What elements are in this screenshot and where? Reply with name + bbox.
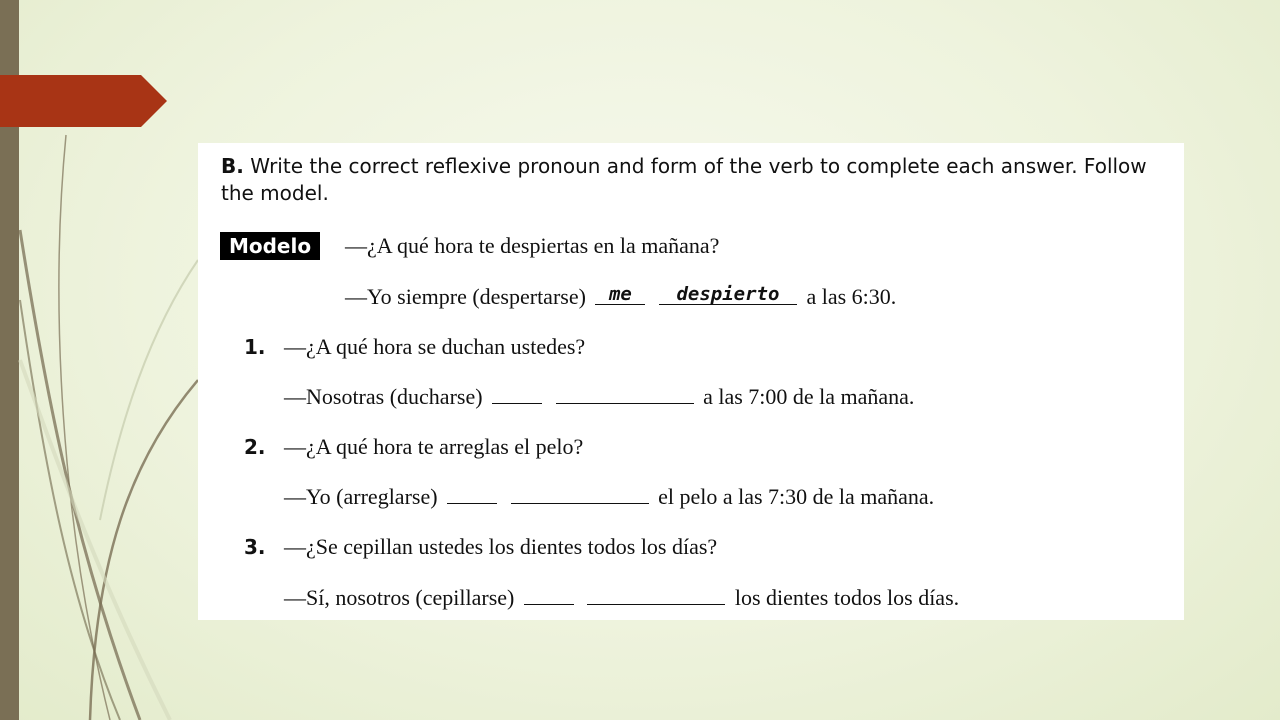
item-question: —¿A qué hora se duchan ustedes? bbox=[284, 334, 586, 359]
instructions bbox=[221, 153, 1171, 207]
model-answer-after: a las 6:30. bbox=[806, 284, 897, 309]
decorative-curves bbox=[0, 0, 200, 720]
item-answer-after: a las 7:00 de la mañana. bbox=[703, 384, 915, 409]
item-answer-before: —Yo (arreglarse) bbox=[284, 484, 438, 509]
item-number: 1. bbox=[244, 335, 266, 359]
item-answer-after: el pelo a las 7:30 de la mañana. bbox=[658, 484, 935, 509]
item-answer-line bbox=[284, 484, 934, 510]
worksheet-panel bbox=[198, 143, 1184, 620]
pronoun-blank[interactable] bbox=[524, 586, 574, 605]
item-number: 2. bbox=[244, 435, 266, 459]
item-number: 3. bbox=[244, 535, 266, 559]
modelo-badge: Modelo bbox=[220, 232, 320, 260]
verb-blank[interactable] bbox=[556, 385, 694, 404]
model-answer-line bbox=[345, 284, 896, 310]
item-answer-after: los dientes todos los días. bbox=[734, 585, 960, 610]
item-answer-before: —Nosotras (ducharse) bbox=[284, 384, 483, 409]
verb-blank[interactable] bbox=[587, 586, 725, 605]
pronoun-blank[interactable] bbox=[492, 385, 542, 404]
model-question: —¿A qué hora te despiertas en la mañana? bbox=[345, 233, 720, 258]
item-question: —¿Se cepillan ustedes los dientes todos los días? bbox=[284, 534, 718, 559]
model-answer-before: —Yo siempre (despertarse) bbox=[345, 284, 586, 309]
item-answer-before: —Sí, nosotros (cepillarse) bbox=[284, 585, 515, 610]
item-answer-line bbox=[284, 384, 914, 410]
instructions-text: Write the correct reflexive pronoun and form of the verb to complete each answer. Follow the model. bbox=[221, 154, 1147, 205]
item-answer-line bbox=[284, 585, 959, 611]
model-verb-answer: despierto bbox=[659, 284, 797, 305]
verb-blank[interactable] bbox=[511, 485, 649, 504]
exercise-letter: B. bbox=[221, 154, 244, 178]
model-pronoun-answer: me bbox=[595, 284, 645, 305]
pronoun-blank[interactable] bbox=[447, 485, 497, 504]
item-question: —¿A qué hora te arreglas el pelo? bbox=[284, 434, 584, 459]
